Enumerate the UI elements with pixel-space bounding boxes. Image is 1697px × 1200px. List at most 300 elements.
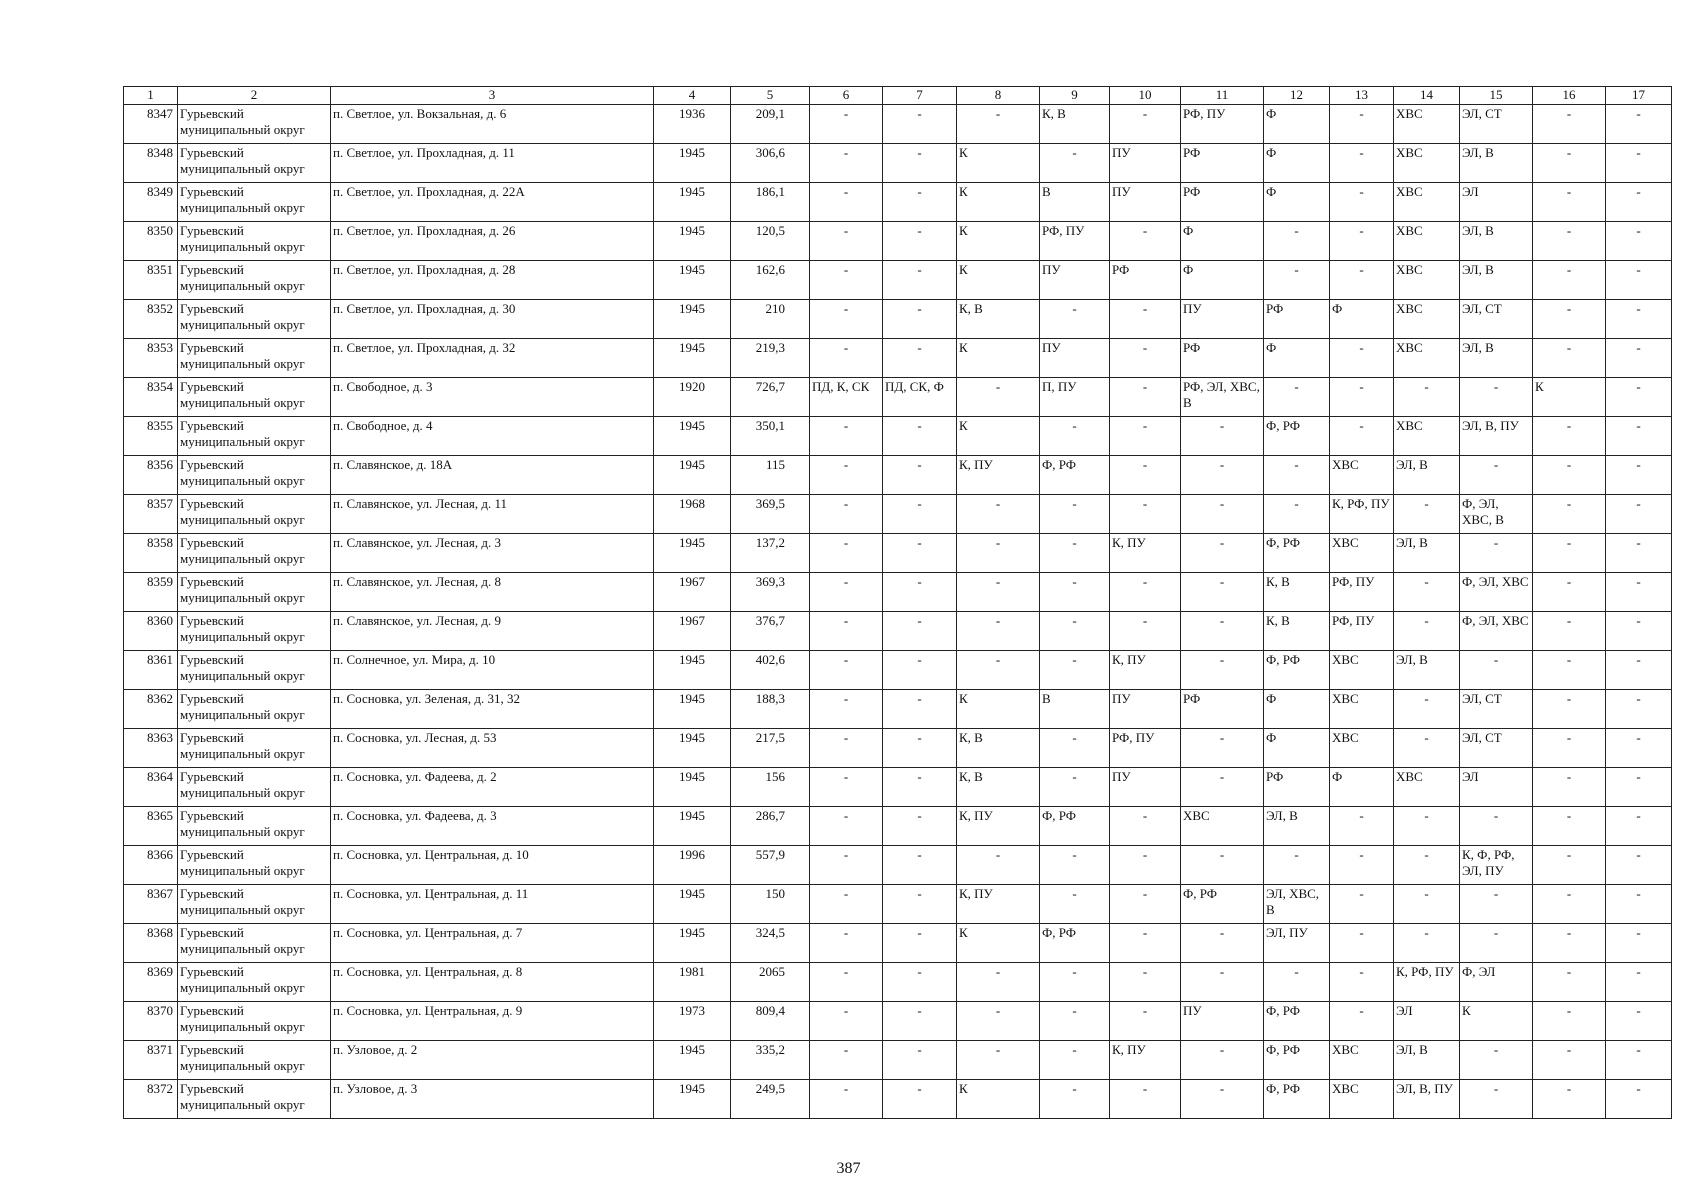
table-cell-col-10: -: [1110, 573, 1181, 612]
table-cell-col-1: 8369: [124, 963, 178, 1002]
table-cell-col-2: Гурьевский муниципальный округ: [178, 729, 331, 768]
table-cell-col-12: К, В: [1264, 573, 1330, 612]
table-cell-col-8: К, ПУ: [957, 885, 1040, 924]
table-cell-col-7: -: [883, 1080, 957, 1119]
table-cell-col-15: ЭЛ: [1460, 183, 1533, 222]
table-cell-col-2: Гурьевский муниципальный округ: [178, 768, 331, 807]
table-row: [124, 807, 1672, 846]
table-cell-col-3: п. Сосновка, ул. Фадеева, д. 2: [331, 768, 654, 807]
table-cell-col-15: ЭЛ, СТ: [1460, 729, 1533, 768]
table-cell-col-4: 1945: [654, 1080, 731, 1119]
table-cell-col-12: Ф: [1264, 144, 1330, 183]
table-cell-col-1: 8372: [124, 1080, 178, 1119]
table-cell-col-3: п. Солнечное, ул. Мира, д. 10: [331, 651, 654, 690]
table-cell-col-13: -: [1330, 1002, 1394, 1041]
table-cell-col-3: п. Славянское, ул. Лесная, д. 8: [331, 573, 654, 612]
table-cell-col-16: -: [1533, 1080, 1606, 1119]
table-cell-col-5: 115: [731, 456, 810, 495]
table-cell-col-17: -: [1606, 612, 1672, 651]
table-cell-col-12: ЭЛ, В: [1264, 807, 1330, 846]
table-cell-col-6: -: [810, 495, 883, 534]
table-cell-col-5: 137,2: [731, 534, 810, 573]
table-row: [124, 885, 1672, 924]
table-cell-col-11: -: [1181, 534, 1264, 573]
table-cell-col-16: -: [1533, 963, 1606, 1002]
table-cell-col-14: ХВС: [1394, 261, 1460, 300]
table-cell-col-14: -: [1394, 378, 1460, 417]
table-cell-col-3: п. Сосновка, ул. Центральная, д. 10: [331, 846, 654, 885]
table-cell-col-5: 350,1: [731, 417, 810, 456]
table-cell-col-13: К, РФ, ПУ: [1330, 495, 1394, 534]
table-cell-col-5: 557,9: [731, 846, 810, 885]
table-cell-col-14: ЭЛ, В: [1394, 534, 1460, 573]
table-cell-col-11: РФ, ЭЛ, ХВС, В: [1181, 378, 1264, 417]
table-cell-col-12: Ф: [1264, 183, 1330, 222]
table-cell-col-17: -: [1606, 885, 1672, 924]
table-cell-col-6: -: [810, 456, 883, 495]
table-cell-col-9: В: [1040, 690, 1110, 729]
table-cell-col-10: К, ПУ: [1110, 1041, 1181, 1080]
table-cell-col-9: РФ, ПУ: [1040, 222, 1110, 261]
table-cell-col-14: -: [1394, 807, 1460, 846]
table-cell-col-4: 1936: [654, 105, 731, 144]
table-cell-col-13: -: [1330, 105, 1394, 144]
table-cell-col-10: -: [1110, 963, 1181, 1002]
table-row: [124, 456, 1672, 495]
table-cell-col-8: К, ПУ: [957, 456, 1040, 495]
table-cell-col-4: 1945: [654, 534, 731, 573]
table-cell-col-9: -: [1040, 612, 1110, 651]
table-cell-col-12: РФ: [1264, 300, 1330, 339]
table-cell-col-11: -: [1181, 1080, 1264, 1119]
table-row: [124, 1041, 1672, 1080]
table-cell-col-17: -: [1606, 963, 1672, 1002]
table-cell-col-12: ЭЛ, ХВС, В: [1264, 885, 1330, 924]
table-cell-col-16: -: [1533, 222, 1606, 261]
table-cell-col-5: 306,6: [731, 144, 810, 183]
table-cell-col-17: -: [1606, 300, 1672, 339]
table-cell-col-11: -: [1181, 417, 1264, 456]
table-cell-col-16: -: [1533, 417, 1606, 456]
table-cell-col-9: -: [1040, 1041, 1110, 1080]
table-row: [124, 690, 1672, 729]
table-cell-col-11: РФ: [1181, 690, 1264, 729]
table-cell-col-13: -: [1330, 222, 1394, 261]
table-cell-col-10: -: [1110, 846, 1181, 885]
table-cell-col-13: -: [1330, 339, 1394, 378]
table-cell-col-12: ЭЛ, ПУ: [1264, 924, 1330, 963]
table-cell-col-4: 1945: [654, 339, 731, 378]
table-cell-col-7: -: [883, 534, 957, 573]
table-cell-col-1: 8364: [124, 768, 178, 807]
table-cell-col-5: 324,5: [731, 924, 810, 963]
table-cell-col-13: ХВС: [1330, 1080, 1394, 1119]
table-cell-col-7: -: [883, 768, 957, 807]
table-cell-col-9: К, В: [1040, 105, 1110, 144]
table-cell-col-5: 162,6: [731, 261, 810, 300]
table-cell-col-2: Гурьевский муниципальный округ: [178, 690, 331, 729]
table-cell-col-15: ЭЛ, В: [1460, 261, 1533, 300]
table-cell-col-4: 1920: [654, 378, 731, 417]
table-cell-col-6: -: [810, 1041, 883, 1080]
table-cell-col-14: -: [1394, 690, 1460, 729]
table-cell-col-14: ХВС: [1394, 144, 1460, 183]
table-cell-col-10: РФ: [1110, 261, 1181, 300]
table-cell-col-17: -: [1606, 768, 1672, 807]
table-cell-col-17: -: [1606, 222, 1672, 261]
table-cell-col-14: -: [1394, 885, 1460, 924]
table-cell-col-13: -: [1330, 144, 1394, 183]
table-cell-col-9: Ф, РФ: [1040, 807, 1110, 846]
table-cell-col-8: -: [957, 963, 1040, 1002]
table-cell-col-11: -: [1181, 924, 1264, 963]
table-cell-col-2: Гурьевский муниципальный округ: [178, 651, 331, 690]
table-cell-col-3: п. Славянское, ул. Лесная, д. 9: [331, 612, 654, 651]
table-cell-col-3: п. Узловое, д. 3: [331, 1080, 654, 1119]
table-cell-col-5: 809,4: [731, 1002, 810, 1041]
table-cell-col-16: -: [1533, 1002, 1606, 1041]
table-cell-col-10: -: [1110, 612, 1181, 651]
table-cell-col-15: ЭЛ, СТ: [1460, 300, 1533, 339]
table-cell-col-17: -: [1606, 378, 1672, 417]
table-cell-col-8: -: [957, 378, 1040, 417]
table-cell-col-6: -: [810, 300, 883, 339]
table-cell-col-9: -: [1040, 495, 1110, 534]
table-cell-col-12: -: [1264, 378, 1330, 417]
table-cell-col-4: 1973: [654, 1002, 731, 1041]
table-cell-col-6: -: [810, 261, 883, 300]
table-cell-col-7: -: [883, 417, 957, 456]
table-cell-col-5: 210: [731, 300, 810, 339]
table-row: [124, 300, 1672, 339]
table-cell-col-3: п. Светлое, ул. Прохладная, д. 11: [331, 144, 654, 183]
table-cell-col-3: п. Светлое, ул. Прохладная, д. 28: [331, 261, 654, 300]
table-cell-col-13: -: [1330, 261, 1394, 300]
table-cell-col-11: -: [1181, 612, 1264, 651]
table-cell-col-1: 8359: [124, 573, 178, 612]
table-cell-col-7: -: [883, 885, 957, 924]
table-cell-col-12: -: [1264, 495, 1330, 534]
table-cell-col-12: Ф, РФ: [1264, 417, 1330, 456]
table-cell-col-7: -: [883, 729, 957, 768]
table-cell-col-8: К: [957, 222, 1040, 261]
table-cell-col-7: -: [883, 339, 957, 378]
table-cell-col-2: Гурьевский муниципальный округ: [178, 105, 331, 144]
table-cell-col-5: 335,2: [731, 1041, 810, 1080]
table-cell-col-8: К: [957, 417, 1040, 456]
table-cell-col-1: 8358: [124, 534, 178, 573]
table-cell-col-4: 1945: [654, 144, 731, 183]
table-cell-col-3: п. Сосновка, ул. Лесная, д. 53: [331, 729, 654, 768]
table-cell-col-9: ПУ: [1040, 339, 1110, 378]
table-cell-col-12: К, В: [1264, 612, 1330, 651]
table-cell-col-15: ЭЛ: [1460, 768, 1533, 807]
column-header-10: 10: [1110, 87, 1181, 105]
table-cell-col-1: 8361: [124, 651, 178, 690]
table-cell-col-2: Гурьевский муниципальный округ: [178, 573, 331, 612]
table-cell-col-16: -: [1533, 105, 1606, 144]
table-cell-col-6: -: [810, 612, 883, 651]
table-cell-col-5: 249,5: [731, 1080, 810, 1119]
table-cell-col-16: -: [1533, 846, 1606, 885]
table-cell-col-12: Ф, РФ: [1264, 1041, 1330, 1080]
table-cell-col-7: -: [883, 1041, 957, 1080]
table-cell-col-13: РФ, ПУ: [1330, 573, 1394, 612]
table-cell-col-17: -: [1606, 456, 1672, 495]
table-cell-col-12: -: [1264, 846, 1330, 885]
table-cell-col-15: Ф, ЭЛ: [1460, 963, 1533, 1002]
table-cell-col-3: п. Свободное, д. 3: [331, 378, 654, 417]
table-cell-col-6: -: [810, 183, 883, 222]
table-cell-col-14: ЭЛ, В, ПУ: [1394, 1080, 1460, 1119]
table-cell-col-4: 1968: [654, 495, 731, 534]
table-cell-col-11: -: [1181, 495, 1264, 534]
table-cell-col-7: -: [883, 495, 957, 534]
table-cell-col-1: 8360: [124, 612, 178, 651]
table-cell-col-15: ЭЛ, СТ: [1460, 105, 1533, 144]
table-cell-col-7: -: [883, 690, 957, 729]
table-cell-col-3: п. Светлое, ул. Прохладная, д. 22А: [331, 183, 654, 222]
table-cell-col-8: К: [957, 144, 1040, 183]
table-cell-col-10: -: [1110, 456, 1181, 495]
column-header-8: 8: [957, 87, 1040, 105]
table-cell-col-6: -: [810, 1080, 883, 1119]
table-cell-col-5: 726,7: [731, 378, 810, 417]
table-row: [124, 378, 1672, 417]
table-cell-col-13: ХВС: [1330, 456, 1394, 495]
table-cell-col-15: -: [1460, 651, 1533, 690]
table-cell-col-1: 8368: [124, 924, 178, 963]
table-cell-col-12: -: [1264, 963, 1330, 1002]
table-cell-col-14: -: [1394, 495, 1460, 534]
table-cell-col-9: В: [1040, 183, 1110, 222]
table-cell-col-9: -: [1040, 846, 1110, 885]
table-cell-col-1: 8349: [124, 183, 178, 222]
table-cell-col-13: РФ, ПУ: [1330, 612, 1394, 651]
table-cell-col-17: -: [1606, 105, 1672, 144]
table-cell-col-14: ХВС: [1394, 222, 1460, 261]
table-cell-col-16: -: [1533, 573, 1606, 612]
data-table: [123, 86, 1672, 1119]
table-cell-col-1: 8355: [124, 417, 178, 456]
table-row: [124, 534, 1672, 573]
table-cell-col-12: Ф, РФ: [1264, 534, 1330, 573]
table-cell-col-2: Гурьевский муниципальный округ: [178, 612, 331, 651]
table-cell-col-17: -: [1606, 417, 1672, 456]
table-cell-col-17: -: [1606, 1041, 1672, 1080]
table-cell-col-13: -: [1330, 183, 1394, 222]
table-cell-col-2: Гурьевский муниципальный округ: [178, 963, 331, 1002]
table-cell-col-5: 120,5: [731, 222, 810, 261]
table-cell-col-5: 2065: [731, 963, 810, 1002]
table-cell-col-16: -: [1533, 534, 1606, 573]
table-cell-col-3: п. Сосновка, ул. Фадеева, д. 3: [331, 807, 654, 846]
column-header-17: 17: [1606, 87, 1672, 105]
column-header-7: 7: [883, 87, 957, 105]
table-cell-col-13: -: [1330, 963, 1394, 1002]
table-cell-col-1: 8353: [124, 339, 178, 378]
table-cell-col-9: -: [1040, 417, 1110, 456]
table-cell-col-8: -: [957, 1041, 1040, 1080]
table-cell-col-6: -: [810, 768, 883, 807]
table-cell-col-6: -: [810, 729, 883, 768]
table-cell-col-13: ХВС: [1330, 690, 1394, 729]
table-cell-col-9: Ф, РФ: [1040, 924, 1110, 963]
table-cell-col-9: -: [1040, 144, 1110, 183]
table-cell-col-12: -: [1264, 222, 1330, 261]
table-cell-col-7: -: [883, 573, 957, 612]
table-cell-col-7: -: [883, 612, 957, 651]
table-cell-col-12: Ф: [1264, 105, 1330, 144]
table-row: [124, 183, 1672, 222]
table-cell-col-10: -: [1110, 378, 1181, 417]
page-number: 387: [836, 1160, 861, 1177]
table-cell-col-15: ЭЛ, СТ: [1460, 690, 1533, 729]
table-cell-col-15: -: [1460, 1041, 1533, 1080]
table-cell-col-5: 217,5: [731, 729, 810, 768]
table-cell-col-12: -: [1264, 261, 1330, 300]
table-cell-col-10: К, ПУ: [1110, 651, 1181, 690]
table-body: [124, 105, 1672, 1119]
table-cell-col-4: 1945: [654, 924, 731, 963]
table-cell-col-3: п. Светлое, ул. Прохладная, д. 30: [331, 300, 654, 339]
table-cell-col-2: Гурьевский муниципальный округ: [178, 456, 331, 495]
column-header-1: 1: [124, 87, 178, 105]
table-cell-col-6: -: [810, 339, 883, 378]
table-cell-col-16: К: [1533, 378, 1606, 417]
table-row: [124, 846, 1672, 885]
table-cell-col-11: Ф, РФ: [1181, 885, 1264, 924]
table-cell-col-4: 1945: [654, 300, 731, 339]
table-cell-col-1: 8347: [124, 105, 178, 144]
table-cell-col-10: -: [1110, 1080, 1181, 1119]
table-cell-col-2: Гурьевский муниципальный округ: [178, 924, 331, 963]
table-cell-col-14: -: [1394, 612, 1460, 651]
table-cell-col-11: -: [1181, 729, 1264, 768]
table-cell-col-9: -: [1040, 963, 1110, 1002]
table-cell-col-15: К: [1460, 1002, 1533, 1041]
table-cell-col-17: -: [1606, 729, 1672, 768]
table-cell-col-6: -: [810, 417, 883, 456]
table-cell-col-13: Ф: [1330, 768, 1394, 807]
table-cell-col-10: -: [1110, 885, 1181, 924]
table-row: [124, 612, 1672, 651]
table-cell-col-15: -: [1460, 456, 1533, 495]
table-cell-col-11: РФ: [1181, 339, 1264, 378]
table-cell-col-4: 1945: [654, 807, 731, 846]
table-cell-col-7: -: [883, 651, 957, 690]
table-cell-col-16: -: [1533, 183, 1606, 222]
table-cell-col-6: -: [810, 690, 883, 729]
table-cell-col-8: К, В: [957, 729, 1040, 768]
table-cell-col-10: -: [1110, 222, 1181, 261]
table-cell-col-6: -: [810, 885, 883, 924]
table-cell-col-10: -: [1110, 1002, 1181, 1041]
table-cell-col-14: ХВС: [1394, 183, 1460, 222]
table-cell-col-9: Ф, РФ: [1040, 456, 1110, 495]
table-cell-col-9: -: [1040, 651, 1110, 690]
table-cell-col-6: -: [810, 807, 883, 846]
table-cell-col-8: -: [957, 573, 1040, 612]
table-cell-col-2: Гурьевский муниципальный округ: [178, 846, 331, 885]
column-header-4: 4: [654, 87, 731, 105]
table-row: [124, 1002, 1672, 1041]
table-cell-col-2: Гурьевский муниципальный округ: [178, 144, 331, 183]
table-cell-col-12: РФ: [1264, 768, 1330, 807]
table-cell-col-15: -: [1460, 924, 1533, 963]
table-cell-col-5: 376,7: [731, 612, 810, 651]
table-cell-col-16: -: [1533, 807, 1606, 846]
table-cell-col-9: -: [1040, 768, 1110, 807]
table-cell-col-2: Гурьевский муниципальный округ: [178, 885, 331, 924]
table-cell-col-11: -: [1181, 456, 1264, 495]
table-cell-col-11: РФ: [1181, 144, 1264, 183]
table-cell-col-7: -: [883, 183, 957, 222]
table-cell-col-2: Гурьевский муниципальный округ: [178, 1002, 331, 1041]
table-cell-col-3: п. Сосновка, ул. Центральная, д. 11: [331, 885, 654, 924]
table-cell-col-8: К: [957, 339, 1040, 378]
table-cell-col-4: 1945: [654, 729, 731, 768]
table-cell-col-17: -: [1606, 846, 1672, 885]
table-cell-col-17: -: [1606, 339, 1672, 378]
column-header-13: 13: [1330, 87, 1394, 105]
table-cell-col-15: Ф, ЭЛ, ХВС: [1460, 612, 1533, 651]
table-cell-col-1: 8370: [124, 1002, 178, 1041]
table-cell-col-11: ХВС: [1181, 807, 1264, 846]
table-cell-col-9: -: [1040, 1080, 1110, 1119]
column-header-11: 11: [1181, 87, 1264, 105]
table-cell-col-13: -: [1330, 846, 1394, 885]
table-cell-col-5: 156: [731, 768, 810, 807]
table-cell-col-14: -: [1394, 573, 1460, 612]
table-cell-col-2: Гурьевский муниципальный округ: [178, 807, 331, 846]
table-cell-col-1: 8371: [124, 1041, 178, 1080]
table-cell-col-15: ЭЛ, В: [1460, 339, 1533, 378]
table-cell-col-15: ЭЛ, В: [1460, 222, 1533, 261]
table-cell-col-4: 1996: [654, 846, 731, 885]
table-cell-col-15: ЭЛ, В, ПУ: [1460, 417, 1533, 456]
table-cell-col-16: -: [1533, 651, 1606, 690]
table-cell-col-16: -: [1533, 885, 1606, 924]
table-cell-col-11: -: [1181, 1041, 1264, 1080]
table-cell-col-7: -: [883, 846, 957, 885]
table-cell-col-4: 1981: [654, 963, 731, 1002]
table-cell-col-1: 8366: [124, 846, 178, 885]
table-cell-col-16: -: [1533, 612, 1606, 651]
table-cell-col-4: 1945: [654, 261, 731, 300]
table-cell-col-11: Ф: [1181, 261, 1264, 300]
table-cell-col-8: -: [957, 651, 1040, 690]
table-cell-col-16: -: [1533, 456, 1606, 495]
table-cell-col-9: -: [1040, 300, 1110, 339]
table-cell-col-4: 1945: [654, 651, 731, 690]
table-row: [124, 105, 1672, 144]
table-cell-col-4: 1945: [654, 885, 731, 924]
column-header-3: 3: [331, 87, 654, 105]
table-cell-col-3: п. Славянское, ул. Лесная, д. 11: [331, 495, 654, 534]
table-cell-col-11: ПУ: [1181, 1002, 1264, 1041]
table-cell-col-6: -: [810, 573, 883, 612]
table-row: [124, 651, 1672, 690]
table-cell-col-14: -: [1394, 846, 1460, 885]
table-cell-col-17: -: [1606, 1080, 1672, 1119]
table-cell-col-11: -: [1181, 651, 1264, 690]
table-cell-col-14: К, РФ, ПУ: [1394, 963, 1460, 1002]
table-cell-col-8: -: [957, 846, 1040, 885]
table-cell-col-8: -: [957, 105, 1040, 144]
table-cell-col-8: К, В: [957, 768, 1040, 807]
table-cell-col-13: -: [1330, 807, 1394, 846]
